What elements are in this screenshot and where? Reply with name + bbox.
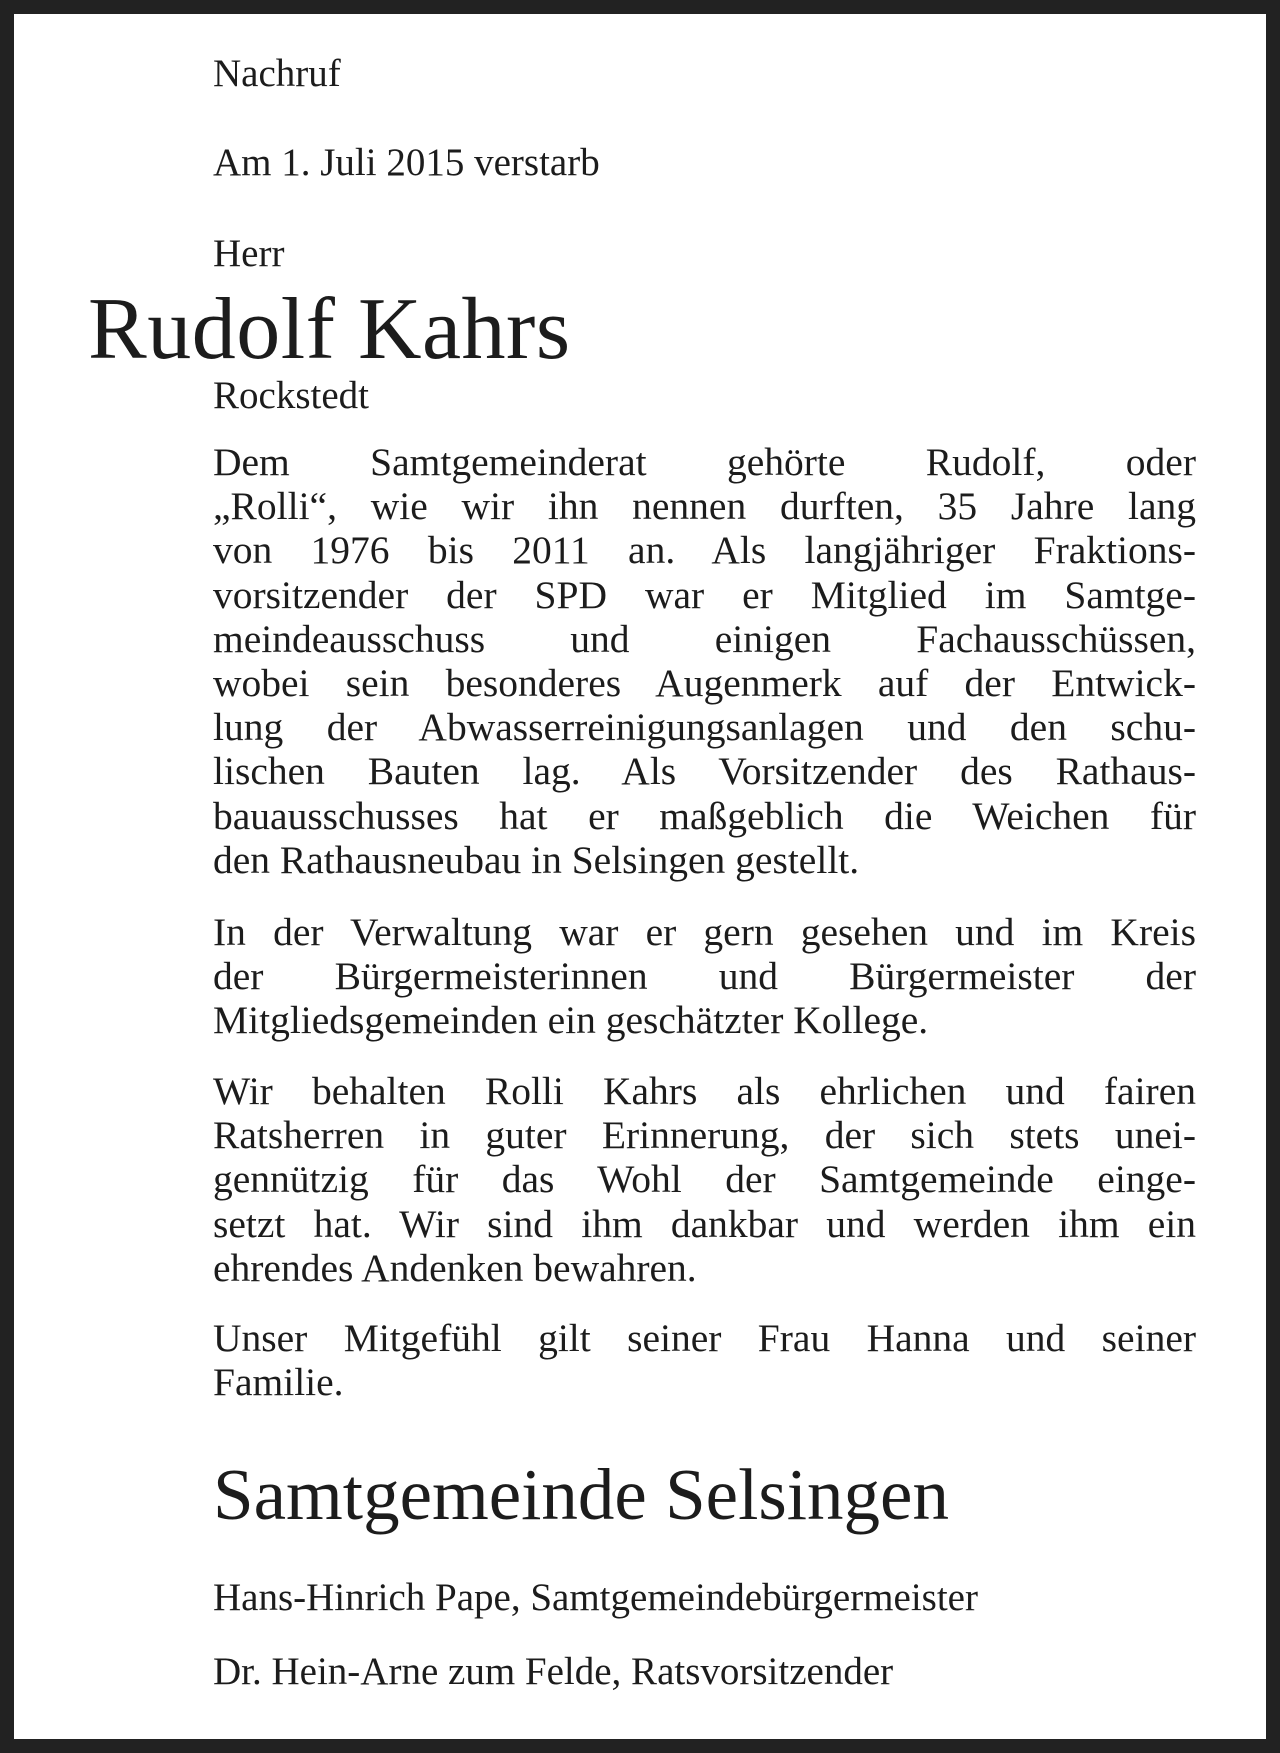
paragraph-1 (213, 440, 1196, 882)
paragraph-line: meindeausschuss und einigen Fachausschüssen, (213, 616, 1196, 661)
paragraph-line: lischen Bauten lag. Als Vorsitzender des Rathaus- (213, 749, 1196, 794)
sender-organization: Samtgemeinde Selsingen (213, 1454, 949, 1535)
deceased-place: Rockstedt (213, 374, 369, 417)
paragraph-line: bauausschusses hat er maßgeblich die Weichen für (213, 793, 1196, 838)
notice-heading: Nachruf (213, 52, 341, 95)
paragraph-line: vorsitzender der SPD war er Mitglied im Samtge- (213, 572, 1196, 617)
paragraph-2 (213, 910, 1196, 1043)
signatory-mayor: Hans-Hinrich Pape, Samtgemeindebürgermeister (213, 1576, 978, 1619)
signatory-council-chair: Dr. Hein-Arne zum Felde, Ratsvorsitzender (213, 1650, 894, 1693)
paragraph-line: Wir behalten Rolli Kahrs als ehrlichen und fairen (213, 1069, 1196, 1113)
paragraph-line: In der Verwaltung war er gern gesehen und im Kreis (213, 910, 1196, 954)
paragraph-line: lung der Abwasserreinigungsanlagen und den schu- (213, 705, 1196, 750)
paragraph-line: Unser Mitgefühl gilt seiner Frau Hanna und seiner (213, 1316, 1196, 1360)
notice-intro: Am 1. Juli 2015 verstarb (213, 141, 600, 184)
paragraph-line: „Rolli“, wie wir ihn nennen durften, 35 Jahre lang (213, 484, 1196, 529)
paragraph-line: Mitgliedsgemeinden ein geschätzter Kollege. (213, 998, 929, 1043)
paragraph-line: ehrendes Andenken bewahren. (213, 1245, 697, 1290)
paragraph-line: wobei sein besonderes Augenmerk auf der Entwick- (213, 660, 1196, 705)
paragraph-line: der Bürgermeisterinnen und Bürgermeister der (213, 954, 1196, 999)
paragraph-line: Dem Samtgemeinderat gehörte Rudolf, oder (213, 440, 1196, 484)
paragraph-4 (213, 1316, 1196, 1404)
paragraph-line: gennützig für das Wohl der Samtgemeinde einge- (213, 1157, 1196, 1202)
paragraph-3 (213, 1069, 1196, 1290)
paragraph-line: Ratsherren in guter Erinnerung, der sich stets unei- (213, 1113, 1196, 1158)
paragraph-line: setzt hat. Wir sind ihm dankbar und werden ihm ein (213, 1201, 1196, 1246)
paragraph-line: den Rathausneubau in Selsingen gestellt. (213, 837, 860, 882)
paragraph-line: von 1976 bis 2011 an. Als langjähriger Fraktions- (213, 528, 1196, 573)
deceased-name: Rudolf Kahrs (88, 281, 571, 378)
notice-salutation: Herr (213, 232, 285, 275)
paragraph-line: Familie. (213, 1360, 344, 1405)
